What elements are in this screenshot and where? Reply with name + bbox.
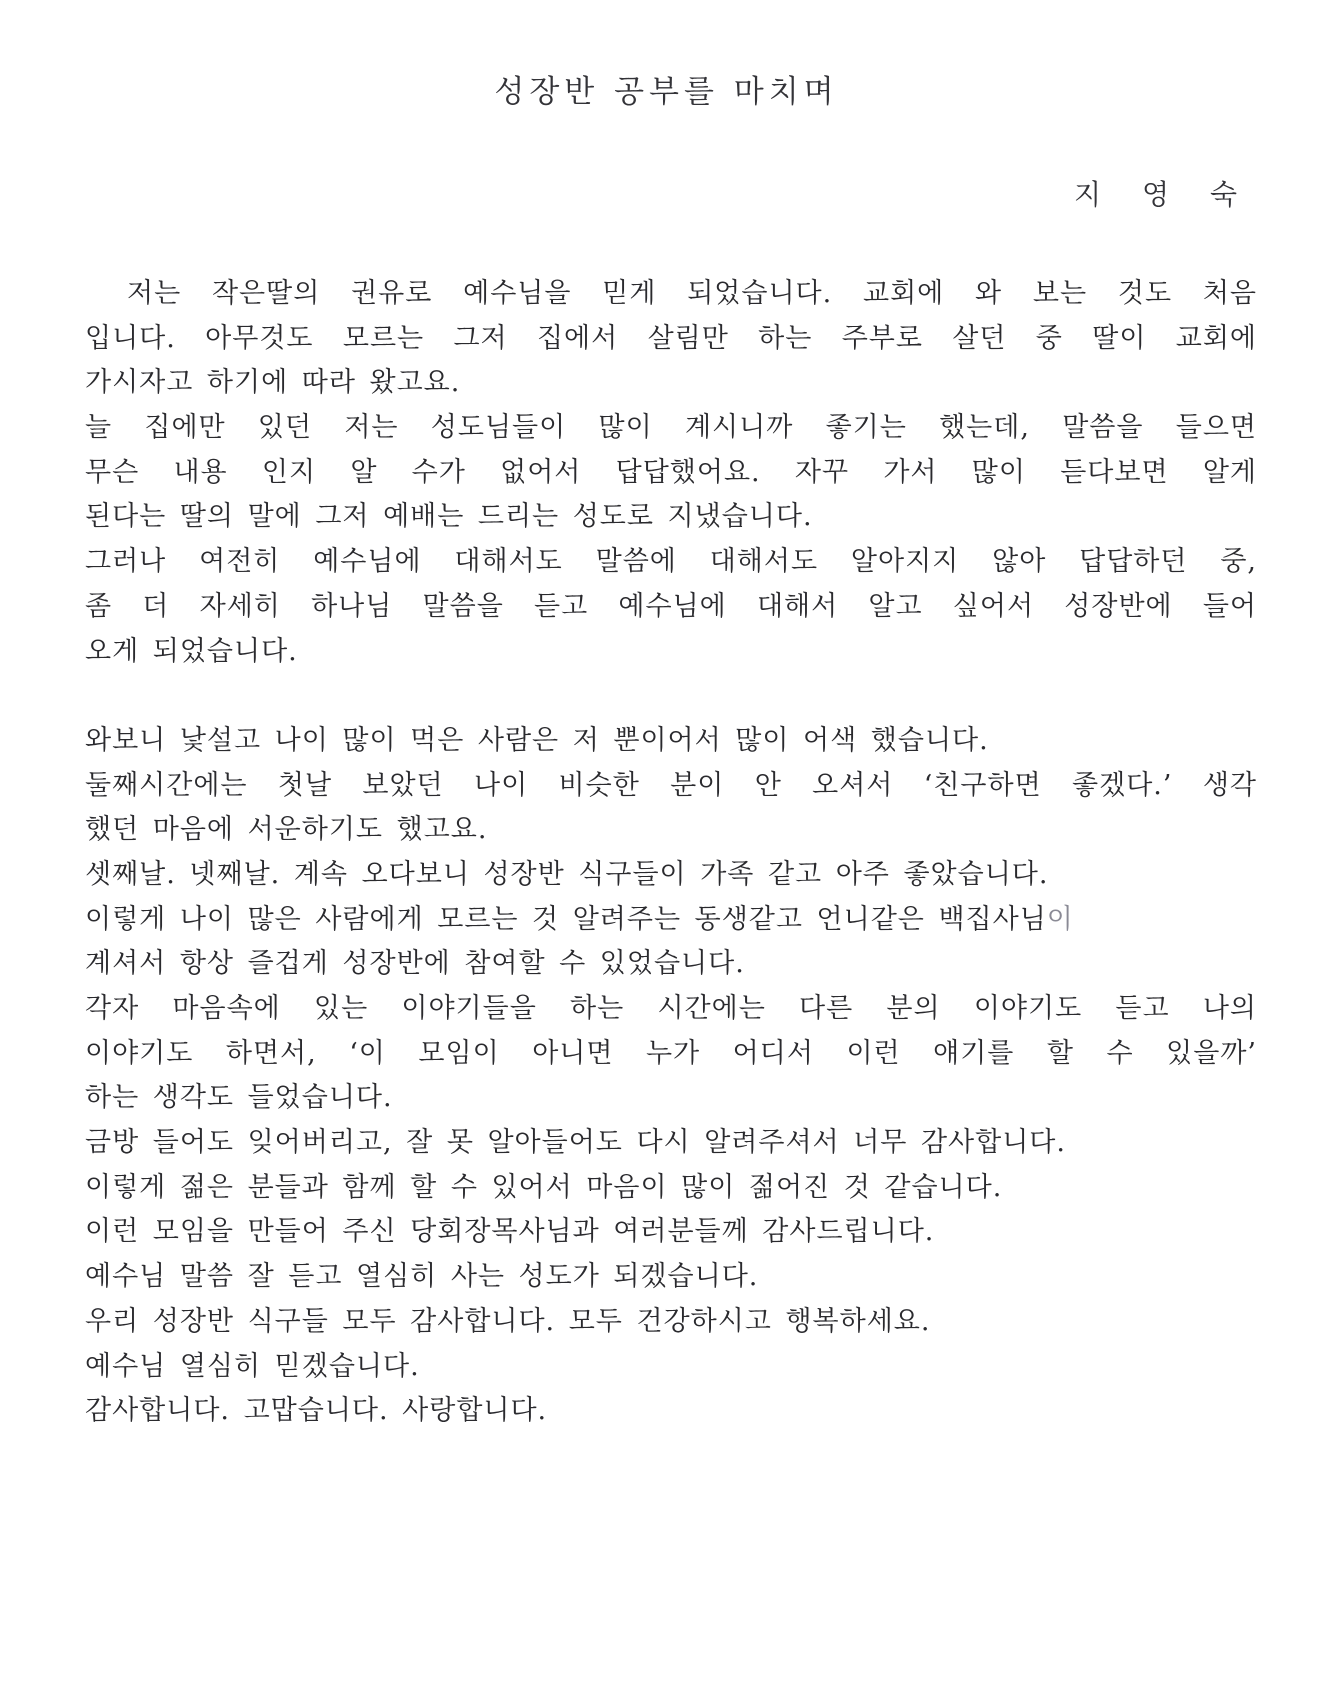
text-line: 이야기도 하면서, ‘이 모임이 아니면 누가 어디서 이런 얘기를 할 수 있을까’ — [85, 1037, 1257, 1069]
paragraph-gap — [85, 674, 1257, 719]
text-line: 그러나 여전히 예수님에 대해서도 말씀에 대해서도 알아지지 않아 답답하던 중, — [85, 546, 1257, 578]
text-line: 했던 마음에 서운하기도 했고요. — [85, 814, 488, 846]
text-line: 가시자고 하기에 따라 왔고요. — [85, 367, 461, 399]
paragraph-1 — [85, 272, 1257, 674]
text-line: 오게 되었습니다. — [85, 635, 298, 667]
paragraph-2 — [85, 719, 1257, 1434]
text-line: 이런 모임을 만들어 주신 당회장목사님과 여러분들께 감사드립니다. — [85, 1216, 935, 1248]
text-line: 무슨 내용 인지 알 수가 없어서 답답했어요. 자꾸 가서 많이 듣다보면 알게 — [85, 456, 1257, 488]
text-line: 계셔서 항상 즐겁게 성장반에 참여할 수 있었습니다. — [85, 948, 745, 980]
text-line: 예수님 열심히 믿겠습니다. — [85, 1350, 420, 1382]
text-line: 늘 집에만 있던 저는 성도님들이 많이 계시니까 좋기는 했는데, 말씀을 들으면 — [85, 412, 1257, 444]
text-line: 금방 들어도 잊어버리고, 잘 못 알아들어도 다시 알려주셔서 너무 감사합니다. — [85, 1127, 1066, 1159]
text-line: 셋째날. 넷째날. 계속 오다보니 성장반 식구들이 가족 같고 아주 좋았습니다. — [85, 858, 1049, 890]
text-line: 이렇게 젊은 분들과 함께 할 수 있어서 마음이 많이 젊어진 것 같습니다. — [85, 1171, 1003, 1203]
text-line: 각자 마음속에 있는 이야기들을 하는 시간에는 다른 분의 이야기도 듣고 나의 — [85, 993, 1257, 1024]
text-line: 입니다. 아무것도 모르는 그저 집에서 살림만 하는 주부로 살던 중 딸이 교회에 — [85, 322, 1257, 354]
text-line: 된다는 딸의 말에 그저 예배는 드리는 성도로 지냈습니다. — [85, 501, 813, 533]
author-name: 지 영 숙 — [1074, 178, 1253, 211]
text-line-main: 이렇게 나이 많은 사람에게 모르는 것 알려주는 동생같고 언니같은 백집사님 — [85, 903, 1047, 935]
text-line: 둘째시간에는 첫날 보았던 나이 비슷한 분이 안 오셔서 ‘친구하면 좋겠다.’ 생각 — [85, 769, 1257, 801]
text-line: 하는 생각도 들었습니다. — [85, 1082, 393, 1114]
document-title: 성장반 공부를 마치며 — [494, 74, 839, 110]
document-body — [85, 272, 1257, 1434]
text-line: 와보니 낯설고 나이 많이 먹은 사람은 저 뿐이어서 많이 어색 했습니다. — [85, 724, 989, 756]
text-line: 감사합니다. 고맙습니다. 사랑합니다. — [85, 1395, 548, 1427]
text-line: 예수님 말씀 잘 듣고 열심히 사는 성도가 되겠습니다. — [85, 1261, 759, 1293]
text-line — [85, 898, 1257, 943]
text-line: 저는 작은딸의 권유로 예수님을 믿게 되었습니다. 교회에 와 보는 것도 처음 — [127, 278, 1257, 309]
text-line: 우리 성장반 식구들 모두 감사합니다. 모두 건강하시고 행복하세요. — [85, 1305, 931, 1337]
handwritten-correction: 이 — [1046, 903, 1074, 935]
text-line: 좀 더 자세히 하나님 말씀을 듣고 예수님에 대해서 알고 싶어서 성장반에 들어 — [85, 590, 1257, 622]
